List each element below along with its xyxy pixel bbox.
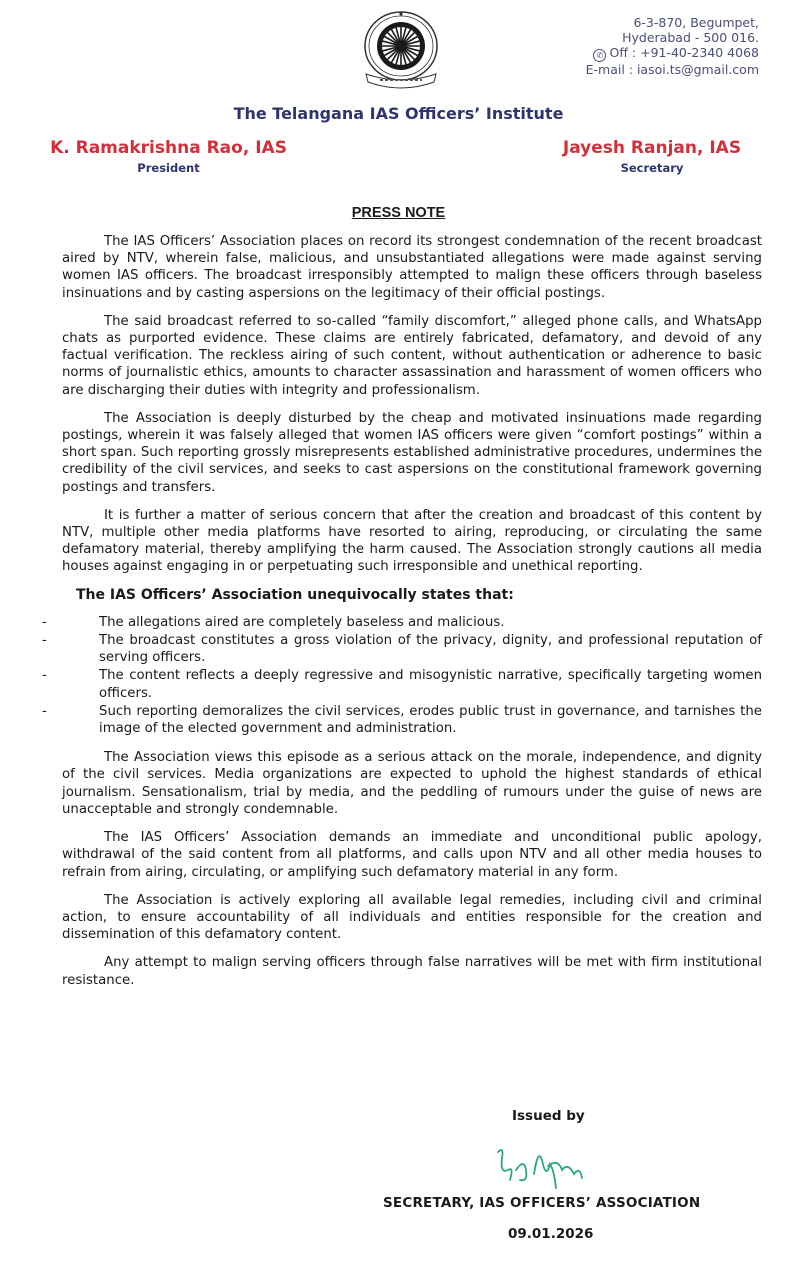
secretary-block [528,138,776,175]
bullet-dash: - [42,633,47,649]
phone-icon: ✆ [593,49,606,62]
document-body [42,233,762,1000]
paragraph: The IAS Officers’ Association places on record its strongest condemnation of the recent broadcast aired by NTV, wherein false, malicious, and unsubstantiated allegations were made against serving women IAS officers. The broadcast irresponsibly attempted to malign these officers through baseless insinuations and by casting aspersions on the legitimacy of their official postings. [62,234,762,301]
signatory-title: SECRETARY, IAS OFFICERS’ ASSOCIATION [383,1195,701,1211]
list-item [42,614,762,631]
document-title: PRESS NOTE [351,205,446,221]
statement-list [42,614,762,737]
list-item-text: Such reporting demoralizes the civil services, erodes public trust in governance, and tarnishes the image of the elected government and administration. [99,703,762,737]
bullet-dash: - [42,614,47,630]
list-item [42,703,762,737]
paragraph: The said broadcast referred to so-called “family discomfort,” alleged phone calls, and WhatsApp chats as purported evidence. These claims are entirely fabricated, defamatory, and devoid of any factual verification. The reckless airing of such content, without authentication or adherence to basic norms of journalistic ethics, amounts to character assassination and harassment of women officers who are discharging their duties with integrity and professionalism. [62,313,762,398]
states-heading: The IAS Officers’ Association unequivocally states that: [76,586,514,603]
list-item [42,667,762,701]
list-item-text: The content reflects a deeply regressive and misogynistic narrative, specifically targeting women officers. [99,668,762,701]
paragraph: The IAS Officers’ Association demands an immediate and unconditional public apology, withdrawal of the said content from all platforms, and calls upon NTV and all other media houses to refrain from airing, circulating, or amplifying such defamatory material in any form. [62,830,762,880]
phone-line [586,45,759,62]
paragraph: The Association is actively exploring all available legal remedies, including civil and criminal action, to ensure accountability of all individuals and entities responsible for the creation and dissemination of this defamatory content. [62,892,762,943]
paragraph: Any attempt to malign serving officers through false narratives will be met with firm institutional resistance. [62,955,762,988]
secretary-role: Secretary [620,161,684,175]
ashoka-chakra-emblem-icon [358,8,444,98]
secretary-name: Jayesh Ranjan, IAS [562,138,742,158]
institute-name: The Telangana IAS Officers’ Institute [233,104,564,123]
bullet-dash: - [42,703,47,719]
president-name: K. Ramakrishna Rao, IAS [50,138,287,158]
phone-number: Off : +91-40-2340 4068 [609,45,759,60]
list-item-text: The allegations aired are completely baseless and malicious. [99,614,505,630]
list-item-text: The broadcast constitutes a gross violation of the privacy, dignity, and professional reputation of serving officers. [99,633,762,666]
president-role: President [137,161,200,175]
issue-date: 09.01.2026 [508,1226,594,1242]
issued-by-label: Issued by [512,1108,585,1124]
signature-icon [490,1140,610,1195]
paragraph: The Association views this episode as a serious attack on the morale, independence, and dignity of the civil services. Media organizations are expected to uphold the highest standards of ethical journalism. Sensationalism, trial by media, and the peddling of rumours under the guise of news are unacceptable and strongly condemnable. [62,750,762,817]
president-block [26,138,311,175]
email-line: E-mail : iasoi.ts@gmail.com [585,62,759,77]
address-line-2: Hyderabad - 500 016. [622,30,759,45]
bullet-dash: - [42,668,47,684]
address-line-1: 6-3-870, Begumpet, [633,15,759,30]
list-item [42,632,762,666]
institute-address [586,15,759,77]
paragraph: The Association is deeply disturbed by the cheap and motivated insinuations made regarding postings, wherein it was falsely alleged that women IAS officers were given “comfort postings” within a short span. Such reporting grossly misrepresents established administrative procedures, undermines the credibility of the civil services, and seeks to cast aspersions on the constitutional framework governing postings and transfers. [62,410,762,495]
paragraph: It is further a matter of serious concern that after the creation and broadcast of this content by NTV, multiple other media platforms have resorted to airing, reproducing, or circulating the same defamatory material, thereby amplifying the harm caused. The Association strongly cautions all media houses against engaging in or perpetuating such irresponsible and unethical reporting. [62,507,762,575]
